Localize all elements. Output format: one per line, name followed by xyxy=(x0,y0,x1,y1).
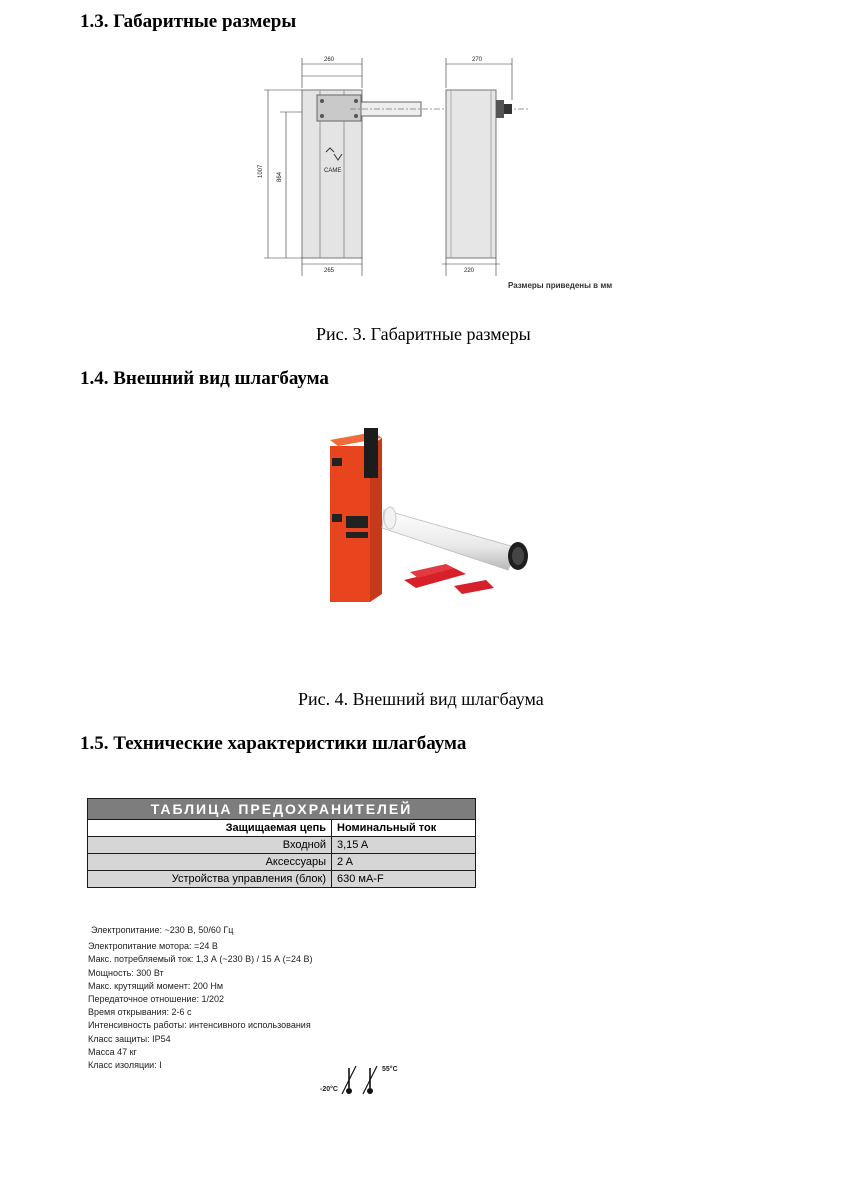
table-row xyxy=(88,854,476,871)
figure-3-caption: Рис. 3. Габаритные размеры xyxy=(316,324,531,344)
table-cell-circuit: Входной xyxy=(88,837,332,854)
list-item: Интенсивность работы: интенсивного использования xyxy=(88,1020,311,1031)
dimension-note: Размеры приведены в мм xyxy=(508,281,613,290)
list-item: Класс изоляции: I xyxy=(88,1060,162,1071)
table-cell-current: 3,15 A xyxy=(332,837,476,854)
list-item: Передаточное отношение: 1/202 xyxy=(88,994,225,1005)
table-cell-current: 630 мA-F xyxy=(332,871,476,888)
list-item: Электропитание мотора: =24 В xyxy=(88,941,218,952)
section-heading-1-3: 1.3. Габаритные размеры xyxy=(80,11,297,32)
list-item: Макс. крутящий момент: 200 Нм xyxy=(88,980,224,991)
specs-list xyxy=(88,924,312,1072)
dim-height-total: 1007 xyxy=(258,164,264,178)
table-row xyxy=(88,837,476,854)
dim-height-body: 864 xyxy=(277,171,283,182)
list-item: Время открывания: 2-6 с xyxy=(88,1007,192,1018)
dim-top-front: 260 xyxy=(324,57,335,63)
table-cell-circuit: Устройства управления (блок) xyxy=(88,871,332,888)
section-heading-1-5: 1.5. Технические характеристики шлагбаума xyxy=(80,733,467,754)
dimension-drawing xyxy=(250,50,630,300)
list-item: Класс защиты: IP54 xyxy=(88,1033,171,1044)
fuse-table xyxy=(87,798,476,888)
fuse-table-header-current: Номинальный ток xyxy=(332,820,476,837)
table-cell-current: 2 A xyxy=(332,854,476,871)
temperature-max: 55°C xyxy=(382,1066,398,1073)
list-item: Электропитание: ~230 В, 50/60 Гц xyxy=(91,925,234,935)
dim-bottom-front: 265 xyxy=(324,268,335,274)
fuse-table-title: ТАБЛИЦА ПРЕДОХРАНИТЕЛЕЙ xyxy=(88,799,476,820)
temperature-min: -20°C xyxy=(320,1086,338,1093)
thermometer-icon xyxy=(336,1064,386,1098)
section-heading-1-4: 1.4. Внешний вид шлагбаума xyxy=(80,368,329,389)
dim-top-side: 270 xyxy=(472,57,483,63)
list-item: Масса 47 кг xyxy=(88,1046,137,1057)
figure-4-caption: Рис. 4. Внешний вид шлагбаума xyxy=(298,689,544,709)
list-item: Мощность: 300 Вт xyxy=(88,967,164,978)
list-item: Макс. потребляемый ток: 1,3 А (~230 В) / 15 А (=24 В) xyxy=(88,954,313,965)
table-cell-circuit: Аксессуары xyxy=(88,854,332,871)
dim-bottom-side: 220 xyxy=(464,268,475,274)
logo-text: CAME xyxy=(324,168,342,174)
fuse-table-header-row xyxy=(88,820,476,837)
fuse-table-header-circuit: Защищаемая цепь xyxy=(88,820,332,837)
barrier-photo xyxy=(318,422,548,607)
table-row xyxy=(88,871,476,888)
